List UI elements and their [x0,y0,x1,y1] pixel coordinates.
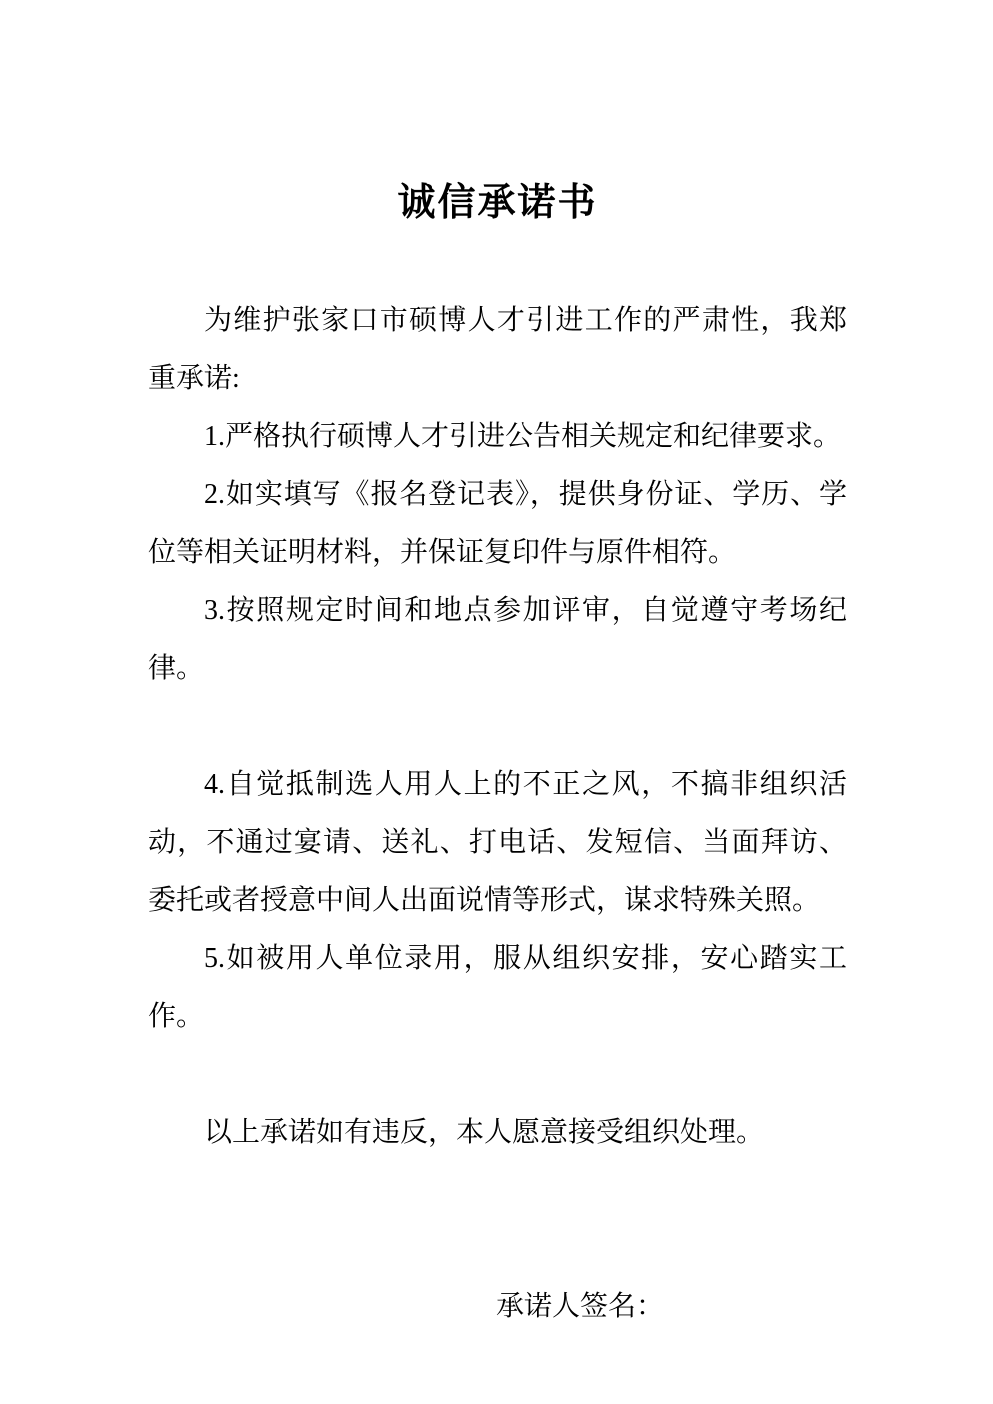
intro-paragraph: 为维护张家口市硕博人才引进工作的严肃性，我郑重承诺: [148,305,847,394]
document-title: 诚信承诺书 [397,182,598,224]
commitment-item-1: 1.严格执行硕博人才引进公告相关规定和纪律要求。 [204,421,842,452]
commitment-item-4: 4.自觉抵制选人用人上的不正之风，不搞非组织活动，不通过宴请、送礼、打电话、发短信、当面拜访、委托或者授意中间人出面说情等形式，谋求特殊关照。 [148,769,847,916]
commitment-item-5: 5.如被用人单位录用，服从组织安排，安心踏实工作。 [148,943,847,1032]
commitment-item-2: 2.如实填写《报名登记表》，提供身份证、学历、学位等相关证明材料，并保证复印件与原件相符。 [148,479,847,568]
commitment-item-3: 3.按照规定时间和地点参加评审，自觉遵守考场纪律。 [148,595,847,684]
signature-label: 承诺人签名： [496,1291,665,1322]
closing-paragraph: 以上承诺如有违反，本人愿意接受组织处理。 [204,1117,765,1148]
signature-line [148,1278,847,1336]
